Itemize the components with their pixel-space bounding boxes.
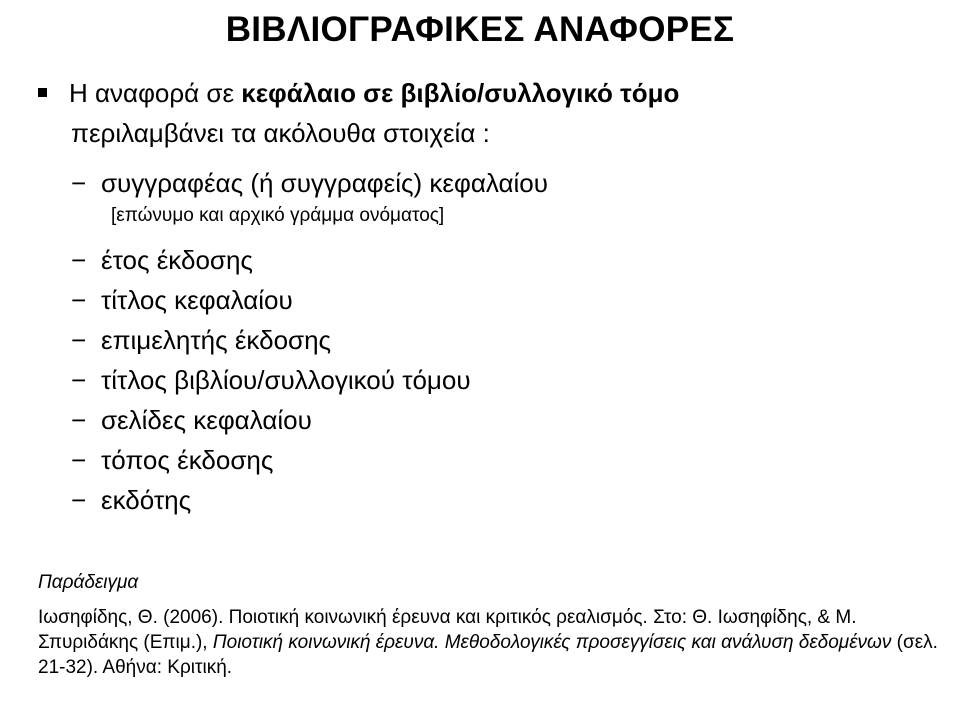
bullet-block (38, 73, 938, 153)
example-section (38, 568, 938, 680)
citation-book-title: Ποιοτική κοινωνική έρευνα. Μεθοδολογικές προσεγγίσεις και ανάλυση δεδομένων (212, 632, 892, 653)
list-item-label: συγγραφέας (ή συγγραφείς) κεφαλαίου (101, 168, 548, 198)
list-item-label: τίτλος βιβλίου/συλλογικού τόμου (101, 365, 471, 395)
example-citation (38, 605, 938, 680)
dash-icon: − (71, 485, 87, 515)
list-item (71, 280, 931, 320)
list-item-label: σελίδες κεφαλαίου (101, 405, 312, 435)
list-item (71, 360, 931, 400)
list-item (71, 240, 931, 280)
dash-icon: − (71, 325, 87, 355)
list-item-note: [επώνυμο και αρχικό γράμμα ονόματος] (111, 205, 445, 226)
list-item-label: τόπος έκδοσης (101, 445, 274, 475)
element-list (71, 163, 931, 520)
bullet-line-2: περιλαμβάνει τα ακόλουθα στοιχεία : (71, 118, 490, 148)
list-item (71, 163, 931, 203)
list-item (71, 480, 931, 520)
example-label: Παράδειγμα (38, 572, 139, 593)
bullet-bold-text: κεφάλαιο σε βιβλίο/συλλογικό τόμο (241, 78, 680, 108)
square-bullet-icon (38, 88, 47, 97)
list-item-label: εκδότης (101, 485, 192, 515)
page-title: ΒΙΒΛΙΟΓΡΑΦΙΚΕΣ ΑΝΑΦΟΡΕΣ (225, 10, 735, 49)
list-item-label: τίτλος κεφαλαίου (101, 285, 293, 315)
list-item (71, 440, 931, 480)
dash-icon: − (71, 285, 87, 315)
list-item (71, 320, 931, 360)
dash-icon: − (71, 365, 87, 395)
dash-icon: − (71, 245, 87, 275)
citation-part-2: (σελ. 21-32). Αθήνα: Κριτική. (38, 632, 938, 678)
bullet-prefix: Η αναφορά σε (69, 78, 242, 108)
citation-part-1: Ιωσηφίδης, Θ. (2006). Ποιοτική κοινωνική έρευνα και κριτικός ρεαλισμός. Στο: Θ. Ιωσηφίδης, & Μ. Σπυριδάκης (Επιμ.), (38, 607, 857, 653)
list-item-label: έτος έκδοσης (101, 245, 253, 275)
bullet-line-1 (38, 73, 938, 113)
dash-icon: − (71, 168, 87, 198)
list-item (71, 400, 931, 440)
dash-icon: − (71, 445, 87, 475)
dash-icon: − (71, 405, 87, 435)
list-item-label: επιμελητής έκδοσης (101, 325, 332, 355)
